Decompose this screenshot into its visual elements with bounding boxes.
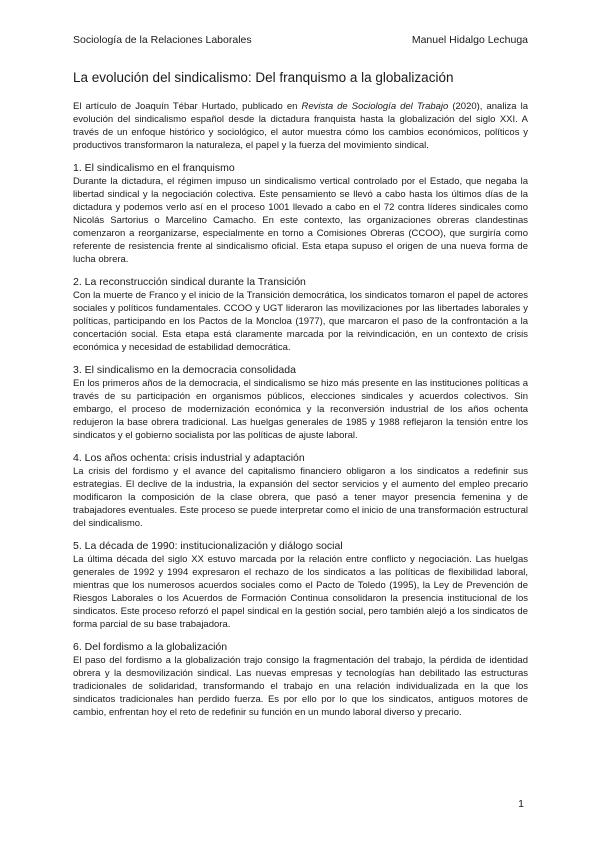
header-course-title: Sociología de la Relaciones Laborales (73, 34, 252, 46)
section-anos-ochenta (73, 452, 528, 530)
section-democracia (73, 364, 528, 442)
section-heading: 5. La década de 1990: institucionalización y diálogo social (73, 540, 343, 552)
page-number: 1 (518, 798, 524, 810)
section-body: Durante la dictadura, el régimen impuso un sindicalismo vertical controlado por el Estado, que negaba la libertad sindical y la negociación colectiva. Este pensamiento se llevó a cabo hasta los últimos días de la dictadura y podemos verlo así en el proceso 1001 llevado a cabo en el 72 contra líderes sindicales como Nicolás Sartorius o Marcelino Camacho. En este contexto, las organizaciones obreras clandestinas comenzaron a reorganizarse, especialmente en torno a Comisiones Obreras (CCOO), que surgiría como referente de resistencia frente al sindicalismo oficial. Esta etapa supuso el origen de una nueva forma de lucha obrera. (73, 176, 528, 265)
section-body: El paso del fordismo a la globalización trajo consigo la fragmentación del trabajo, la pérdida de identidad obrera y la desmovilización sindical. Las nuevas empresas y tecnologías han debilitado las estructuras tradicionales de solidaridad, transformando el trabajo en una relación individualizada en la que los sindicatos tradicionales han perdido fuerza. Es por ello por lo que los sindicatos, antiguos motores de cambio, enfrentan hoy el reto de redefinir su función en un mundo laboral diverso y precario. (73, 655, 528, 718)
section-heading: 4. Los años ochenta: crisis industrial y adaptación (73, 452, 305, 464)
section-heading: 1. El sindicalismo en el franquismo (73, 162, 235, 174)
section-decada-1990 (73, 540, 528, 631)
section-heading: 3. El sindicalismo en la democracia consolidada (73, 364, 296, 376)
intro-text-before: El artículo de Joaquín Tébar Hurtado, publicado en (73, 101, 302, 112)
section-body: Con la muerte de Franco y el inicio de la Transición democrática, los sindicatos tomaron el papel de actores sociales y políticos fundamentales. CCOO y UGT lideraron las movilizaciones por las libertades laborales y políticas, participando en los Pactos de la Moncloa (1977), que marcaron el paso de la confrontación a la concertación social. Esta etapa está claramente marcada por la reivindicación, en un contexto de crisis económica y necesidad de estabilidad democrática. (73, 290, 528, 353)
section-body: La crisis del fordismo y el avance del capitalismo financiero obligaron a los sindicatos a redefinir sus estrategias. El declive de la industria, la expansión del sector servicios y el aumento del empleo precario modificaron la composición de la clase obrera, que pasó a tener mayor presencia femenina y de trabajadores eventuales. Este proceso se puede interpretar como el inicio de una transformación estructural del sindicalismo. (73, 466, 528, 529)
section-transicion (73, 276, 528, 354)
intro-paragraph (73, 100, 528, 152)
section-body: La última década del siglo XX estuvo marcada por la relación entre conflicto y negociación. Las huelgas generales de 1992 y 1994 expresaron el rechazo de los sindicatos a las políticas de flexibilidad laboral, mientras que los numerosos acuerdos sociales como el Pacto de Toledo (1995), la Ley de Prevención de Riesgos Laborales o los Acuerdos de Formación Continua consolidaron la presencia institucional de los sindicatos. Este proceso reforzó el papel sindical en la gestión social, pero también alejó a los sindicatos de forma parcial de su base trabajadora. (73, 554, 528, 630)
intro-text-after: (2020), analiza la evolución del sindicalismo español desde la dictadura franquista hasta la globalización del siglo XXI. A través de un enfoque histórico y sociológico, el autor muestra cómo los cambios económicos, políticos y productivos transformaron la naturaleza, el papel y la fuerza del movimiento sindical. (73, 101, 528, 151)
document-body (73, 100, 528, 729)
journal-name: Revista de Sociología del Trabajo (301, 101, 449, 112)
section-franquismo (73, 162, 528, 266)
section-globalizacion (73, 641, 528, 719)
section-heading: 2. La reconstrucción sindical durante la Transición (73, 276, 306, 288)
section-body: En los primeros años de la democracia, el sindicalismo se hizo más presente en las instituciones políticas a través de su participación en organismos públicos, elecciones sindicales y acuerdos colectivos. Sin embargo, el proceso de modernización económica y la reconversión industrial de los años ochenta redujeron la base obrera tradicional. Las huelgas generales de 1985 y 1988 reflejaron la tensión entre los sindicatos y el gobierno socialista por las políticas de ajuste laboral. (73, 378, 528, 441)
document-title: La evolución del sindicalismo: Del franquismo a la globalización (73, 70, 454, 85)
header-author-name: Manuel Hidalgo Lechuga (411, 34, 528, 46)
section-heading: 6. Del fordismo a la globalización (73, 641, 228, 653)
